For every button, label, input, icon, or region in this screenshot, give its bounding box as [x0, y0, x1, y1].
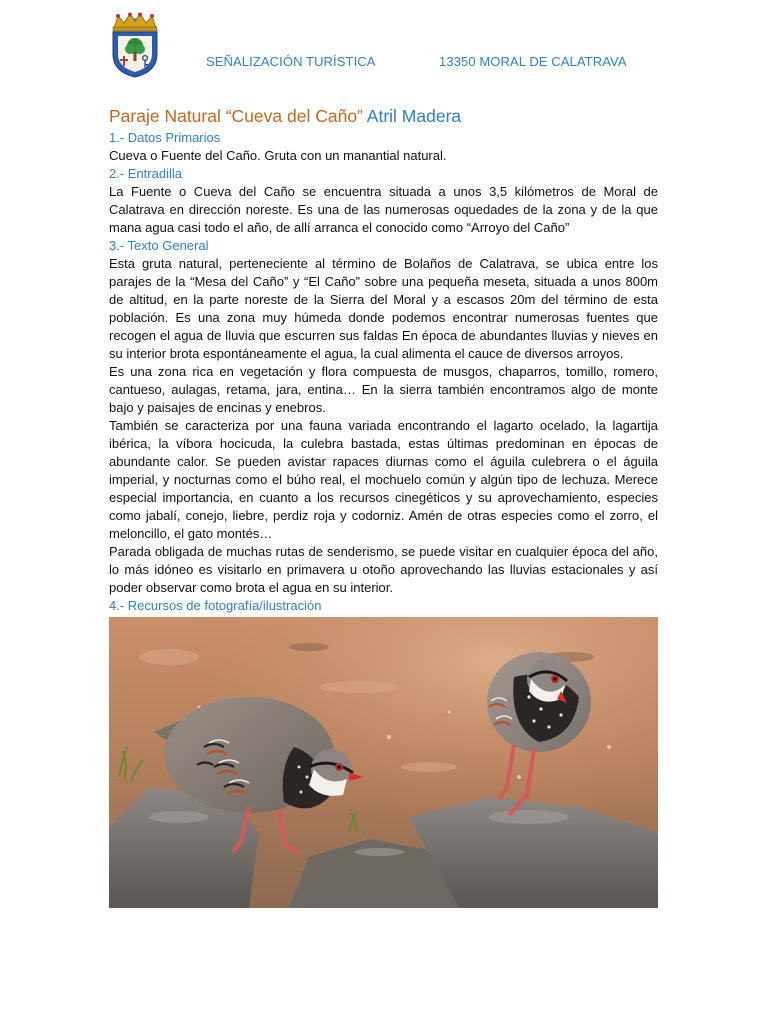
section-heading-recursos: 4.- Recursos de fotografía/ilustración	[109, 598, 322, 613]
title-main: Paraje Natural “Cueva del Caño”	[109, 106, 363, 126]
page-header	[108, 12, 658, 82]
header-section-label: SEÑALIZACIÓN TURÍSTICA	[206, 54, 376, 69]
document-body	[109, 104, 658, 908]
paragraph: La Fuente o Cueva del Caño se encuentra situada a unos 3,5 kilómetros de Moral de Calatrava en dirección noreste. Es una de las numerosas oquedades de la zona y de la que mana agua casi todo el año, de allí arranca el conocido como “Arroyo del Caño”	[109, 184, 658, 235]
section-heading-texto-general: 3.- Texto General	[109, 238, 209, 253]
partridge-photo-illustration	[109, 617, 658, 908]
partridge-photo	[109, 617, 658, 908]
document-title	[109, 104, 658, 128]
section-heading-entradilla: 2.- Entradilla	[109, 166, 182, 181]
section-heading-datos-primarios: 1.- Datos Primarios	[109, 130, 221, 145]
paragraph: Es una zona rica en vegetación y flora compuesta de musgos, chaparros, tomillo, romero, cantueso, aulagas, retama, jara, entina… En la sierra también encontramos algo de monte bajo y paisajes de encinas y enebros.	[109, 364, 658, 415]
paragraph: Cueva o Fuente del Caño. Gruta con un manantial natural.	[109, 148, 447, 163]
paragraph: Esta gruta natural, perteneciente al término de Bolaños de Calatrava, se ubica entre los parajes de la “Mesa del Caño” y “El Caño” sobre una pequeña meseta, situada a unos 800m de altitud, en la parte noreste de la Sierra del Moral y a escasos 20m del término de esta población. Es una zona muy húmeda donde podemos encontrar numerosas fuentes que recogen el agua de lluvia que escurren sus faldas En época de abundantes lluvias y nieves en su interior brota espontáneamente el agua, la cual alimenta el cauce de diversos arroyos.	[109, 256, 658, 361]
paragraph: También se caracteriza por una fauna variada encontrando el lagarto ocelado, la lagartija ibérica, la víbora hocicuda, la culebra bastada, estas últimas predominan en épocas de abundante calor. Se pueden avistar rapaces diurnas como el águila culebrera o el águila imperial, y nocturnas como el búho real, el mochuelo común y algún tipo de lechuza. Merece especial importancia, en cuanto a los recursos cinegéticos y su aprovechamiento, especies como jabalí, conejo, liebre, perdiz roja y codorniz. Amén de otras especies como el zorro, el meloncillo, el gato montés…	[109, 418, 658, 541]
paragraph: Parada obligada de muchas rutas de senderismo, se puede visitar en cualquier época del año, lo más idóneo es visitarlo en primavera u otoño aprovechando las lluvias estacionales y así poder observar como brota el agua en su interior.	[109, 544, 658, 595]
title-subtitle: Atril Madera	[366, 106, 462, 126]
coat-of-arms-icon	[108, 12, 162, 78]
header-location-label: 13350 MORAL DE CALATRAVA	[439, 54, 627, 69]
